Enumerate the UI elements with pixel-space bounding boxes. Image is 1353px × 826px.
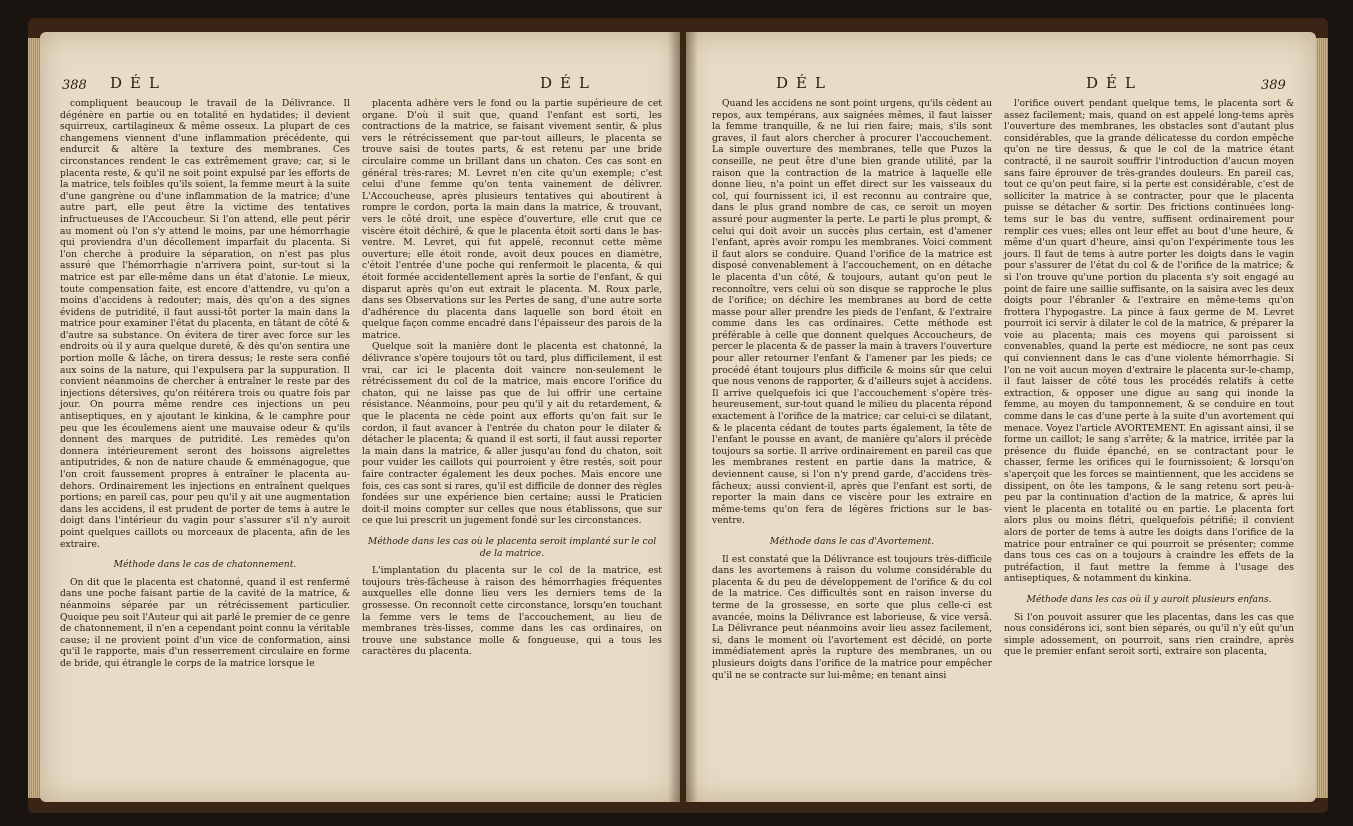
page-edges-right [1314, 38, 1328, 798]
running-head: DÉL [776, 74, 833, 92]
section-heading: Méthode dans les cas où le placenta seroit implanté sur le col de la matrice. [367, 535, 657, 559]
paragraph: Il est constaté que la Délivrance est toujours très-difficile dans les avortemens à raison du volume considérable du placenta & du peu de développement de l'orifice & du col de la matrice. Ces difficultés sont en raison inverse du terme de la grossesse, en sorte que plus celle-ci est avancée, moins la Délivrance est laborieuse, & vice versâ. La Délivrance peut néanmoins avoir lieu assez facilement, si, dans le moment où l'avortement est décidé, on porte immédiatement après la rupture des membranes, un ou plusieurs doigts dans l'orifice de la matrice pour empêcher qu'il ne se contracte sur lui-même; en tenant ainsi [712, 553, 992, 681]
page-number: 389 [1261, 78, 1286, 93]
paragraph: Quand les accidens ne sont point urgens, qu'ils cèdent au repos, aux tempérans, aux saignées mêmes, il faut laisser la femme tranquille, & ne lui rien faire; mais, s'ils sont graves, il faut alors chercher à procurer l'accouchement. La simple ouverture des membranes, telle que Puzos la conseille, ne peut être d'une bien grande utilité, par la raison que la contraction de la matrice à laquelle elle donne lieu, n'a point un effet direct sur les vaisseaux du col, qui fournissent ici, il est reconnu au contraire que, dans le plus grand nombre de cas, ce seroit un moyen assuré pour augmenter la perte. Le parti le plus prompt, & celui qui doit avoir un succès plus certain, est d'amener l'enfant, après avoir rompu les membranes. Voici comment il faut alors se conduire. Quand l'orifice de la matrice est disposé convenablement à l'accouchement, on en détache le placenta d'un côté, & toujours, autant qu'on peut le reconnoître, vers celui où son disque se rapproche le plus de l'orifice; on déchire les membranes au bord de cette masse pour aller prendre les pieds de l'enfant, & l'extraire comme dans les cas ordinaires. Cette méthode est préférable à celle que donnent quelques Accoucheurs, de percer le placenta & de passer la main à travers l'ouverture pour aller retourner l'enfant & l'amener par les pieds; ce procédé étant toujours plus difficile & moins sûr que celui que nous venons de rapporter, & d'ailleurs sujet à accidens. Il arrive quelquefois ici que l'accouchement s'opère très-heureusement, sur-tout quand le milieu du placenta répond exactement à l'orifice de la matrice; car celui-ci se dilatant, & le placenta cédant de toutes parts également, la tête de l'enfant le pousse en avant, de manière qu'alors il précède toujours sa sortie. Il arrive ordinairement en pareil cas que les membranes restent en partie dans la matrice, & deviennent cause, si l'on n'y prend garde, d'accidens très-fâcheux; aussi convient-il, après que l'enfant est sorti, de reporter la main dans ce viscère pour les extraire en même-tems qu'on fera de légères frictions sur le bas-ventre. [712, 98, 992, 527]
paragraph: L'implantation du placenta sur le col de la matrice, est toujours très-fâcheuse à raison des hémorrhagies fréquentes auxquelles elle donne lieu vers les derniers tems de la grossesse. On reconnoît cette circonstance, lorsqu'en touchant la femme vers le tems de l'accouchement, au lieu de membranes très-lisses, comme dans les cas ordinaires, on trouve une substance molle & fongueuse, qui a tous les caractères du placenta. [362, 565, 662, 658]
left-page-column-1 [60, 98, 350, 670]
paragraph: Si l'on pouvoit assurer que les placentas, dans les cas que nous considérons ici, sont bien séparés, ou qu'il n'y eût qu'un simple adossement, on pourroit, sans rien craindre, après que le premier enfant seroit sorti, extraire son placenta, [1004, 611, 1294, 658]
paragraph: Quelque soit la manière dont le placenta est chatonné, la délivrance s'opère toujours tôt ou tard, plus difficilement, il est vrai, car ici le placenta doit vaincre non-seulement le rétrécissement du col de la matrice, mais encore l'orifice du chaton, qui ne laisse pas que de lui offrir une certaine résistance. Néanmoins, pour peu qu'il y ait du retardement, & que le placenta ne cède point aux efforts qu'on fait sur le cordon, il faut avancer à l'entrée du chaton pour le dilater & détacher le placenta; & quand il est sorti, il faut aussi reporter la main dans la matrice, & aller jusqu'au fond du chaton, soit pour vuider les caillots qui pourroient y être restés, soit pour faire contracter également les deux poches. Mais encore une fois, ces cas sont si rares, qu'il est difficile de donner des règles fondées sur une expérience bien certaine; aussi le Praticien doit-il moins compter sur celles que nous établissons, que sur ce que lui prescrit un jugement fondé sur les circonstances. [362, 341, 662, 527]
running-head: DÉL [110, 74, 167, 92]
right-page [686, 32, 1316, 802]
right-page-column-1 [712, 98, 992, 681]
running-head-center: DÉL [540, 74, 597, 92]
paragraph: l'orifice ouvert pendant quelque tems, le placenta sort & assez facilement; mais, quand on est appelé long-tems après l'ouverture des membranes, les obstacles sont d'autant plus considérables, que la grande délicatesse du cordon empêche qu'on ne tire dessus, & que le col de la matrice étant contracté, il ne sauroit souffrir l'introduction d'aucun moyen sans faire éprouver de très-grandes douleurs. En pareil cas, tout ce qu'on peut faire, si la perte est considérable, c'est de solliciter la matrice à se contracter, pour que le placenta puisse se détacher & sortir. Des frictions continuées long-tems sur le bas du ventre, suffisent ordinairement pour remplir ces vues; elles ont leur effet au bout d'une heure, & même d'un quart d'heure, ainsi qu'on l'expérimente tous les jours. Il faut de tems à autre porter les doigts dans le vagin pour s'assurer de l'état du col & de l'orifice de la matrice; & si l'on trouve qu'une portion du placenta s'y soit engagé au point de faire une saillie suffisante, on la saisira avec les deux doigts pour l'ébranler & l'extraire en même-tems qu'on frottera l'hypogastre. La pince à faux germe de M. Levret pourroit ici servir à dilater le col de la matrice, & préparer la voie au placenta; mais ces moyens qui paroissent si convenables, quand la perte est médiocre, ne sont pas ceux qui conviennent dans le cas d'une violente hémorrhagie. Si l'on ne voit aucun moyen d'extraire le placenta sur-le-champ, il faut laisser de côté tous les procédés relatifs à cette extraction, & opposer une digue au sang qui inonde la femme, au moyen du tamponnement, & se conduire en tout comme dans le cas d'une perte à la suite d'un avortement qui menace. Voyez l'article AVORTEMENT. En agissant ainsi, il se forme un caillot; le sang s'arrête; & la matrice, irritée par la présence du fluide épanché, en se contractant pour le chasser, ferme les orifices qui le fournissoient; & lorsqu'on s'aperçoit que les forces se maintiennent, que les accidens se dissipent, on ôte les tampons, & le sang retenu sort peu-à-peu par la continuation d'action de la matrice, & après lui vient le placenta en totalité ou en partie. Le placenta fort alors plus ou moins flétri, quelquefois pétrifié; il convient alors de porter de tems à autre les doigts dans l'orifice de la matrice pour entraîner ce qui pourroit se présenter; comme dans tous ces cas on a toujours à craindre les effets de la putréfaction, il faut mettre la femme à l'usage des antiseptiques, & notamment du kinkina. [1004, 98, 1294, 585]
right-page-column-2 [1004, 98, 1294, 658]
section-heading: Méthode dans les cas où il y auroit plusieurs enfans. [1026, 593, 1272, 605]
page-number: 388 [62, 78, 87, 93]
paragraph: placenta adhère vers le fond ou la partie supérieure de cet organe. D'où il suit que, quand l'enfant est sorti, les contractions de la matrice, se faisant vivement sentir, & plus vers le rétrécissement que par-tout ailleurs, le placenta se trouve saisi de toutes parts, & est retenu par une bride circulaire comme un brillant dans un chaton. Ces cas sont en général très-rares; M. Levret n'en cite qu'un exemple; c'est celui d'une femme qu'on tenta vainement de délivrer. L'Accoucheuse, après plusieurs tentatives qui aboutirent à rompre le cordon, porta la main dans la matrice, & trouvant, vers le côté droit, une espèce d'ouverture, elle crut que ce viscère étoit déchiré, & que le placenta étoit sorti dans le bas-ventre. M. Levret, qui fut appelé, reconnut cette même ouverture; elle étoit ronde, avoit deux pouces en diamètre, c'étoit l'entrée d'une poche qui renfermoit le placenta, & qui étoit formée accidentellement après la sortie de l'enfant, & qui disparut après qu'on eut extrait le placenta. M. Roux parle, dans ses Observations sur les Pertes de sang, d'une autre sorte d'adhérence du placenta dans laquelle son bord étoit en quelque façon comme encadré dans l'épaisseur des parois de la matrice. [362, 98, 662, 341]
running-head-right: DÉL [1086, 74, 1143, 92]
left-page [40, 32, 680, 802]
section-heading: Méthode dans le cas d'Avortement. [769, 535, 935, 547]
left-page-column-2 [362, 98, 662, 658]
paragraph: compliquent beaucoup le travail de la Délivrance. Il dégénère en partie ou en totalité en hydatides; il devient squirreux, cartilagineux & même osseux. La plupart de ces changemens viennent d'une inflammation précédente, qui endurcit & altère la texture des membranes. Ces circonstances rendent le cas extrêmement grave; car, si le placenta reste, & qu'il ne soit point expulsé par les efforts de la matrice, tels foibles qu'ils soient, la femme meurt à la suite d'une gangrène ou d'une inflammation de la matrice; d'une autre part, elle peut être la victime des tentatives infructueuses de l'Accoucheur. Si l'on attend, elle peut périr au moment où l'on s'y attend le moins, par une hémorrhagie qui proviendra d'un décollement imparfait du placenta. Si l'on cherche à produire la séparation, on n'est pas plus assuré que l'hémorrhagie n'arrivera point, sur-tout si la matrice est par elle-même dans un état d'atonie. Le mieux, toute compensation faite, est encore d'attendre, vu qu'on a moins d'accidens à redouter; mais, dès qu'on a des signes évidens de putridité, il faut aussi-tôt porter la main dans la matrice pour examiner l'état du placenta, en tâtant de côté & d'autre sa substance. On évitera de tirer avec force sur les endroits où il y aura quelque dureté, & dès qu'on sentira une portion molle & lâche, on tirera dessus; le reste sera confié aux soins de la nature, qui l'expulsera par la suppuration. Il convient néanmoins de chercher à entraîner le reste par des injections détersives, qu'on réitérera trois ou quatre fois par jour. On pourra même rendre ces injections un peu antiseptiques, en y ajoutant le kinkina, & le camphre pour peu que les écoulemens aient une mauvaise odeur & qu'ils donnent des marques de putridité. Les remèdes qu'on donnera intérieurement seront des boissons aigrelettes antiputrides, & non de nature chaude & emménagogue, que l'on croit faussement propres à entraîner le placenta au-dehors. Ordinairement les injections en entraînent quelques portions; en pareil cas, pour peu qu'il y ait une augmentation dans les accidens, il est prudent de porter de tems à autre le doigt dans l'intérieur du vagin pour s'assurer s'il n'y auroit point quelques caillots ou morceaux de placenta, afin de les extraire. [60, 98, 350, 550]
section-heading: Méthode dans le cas de chatonnement. [113, 559, 297, 571]
book-spread [28, 18, 1328, 813]
paragraph: On dit que le placenta est chatonné, quand il est renfermé dans une poche faisant partie de la cavité de la matrice, & néanmoins séparée par un rétrécissement particulier. Quoique peu soit l'Auteur qui ait parlé le premier de ce genre de chatonnement, il n'en a cependant point connu la véritable cause; il ne provient point d'un vice de conformation, ainsi qu'il le rapporte, mais d'un resserrement circulaire en forme de bride, qui étrangle le corps de la matrice lorsque le [60, 576, 350, 669]
